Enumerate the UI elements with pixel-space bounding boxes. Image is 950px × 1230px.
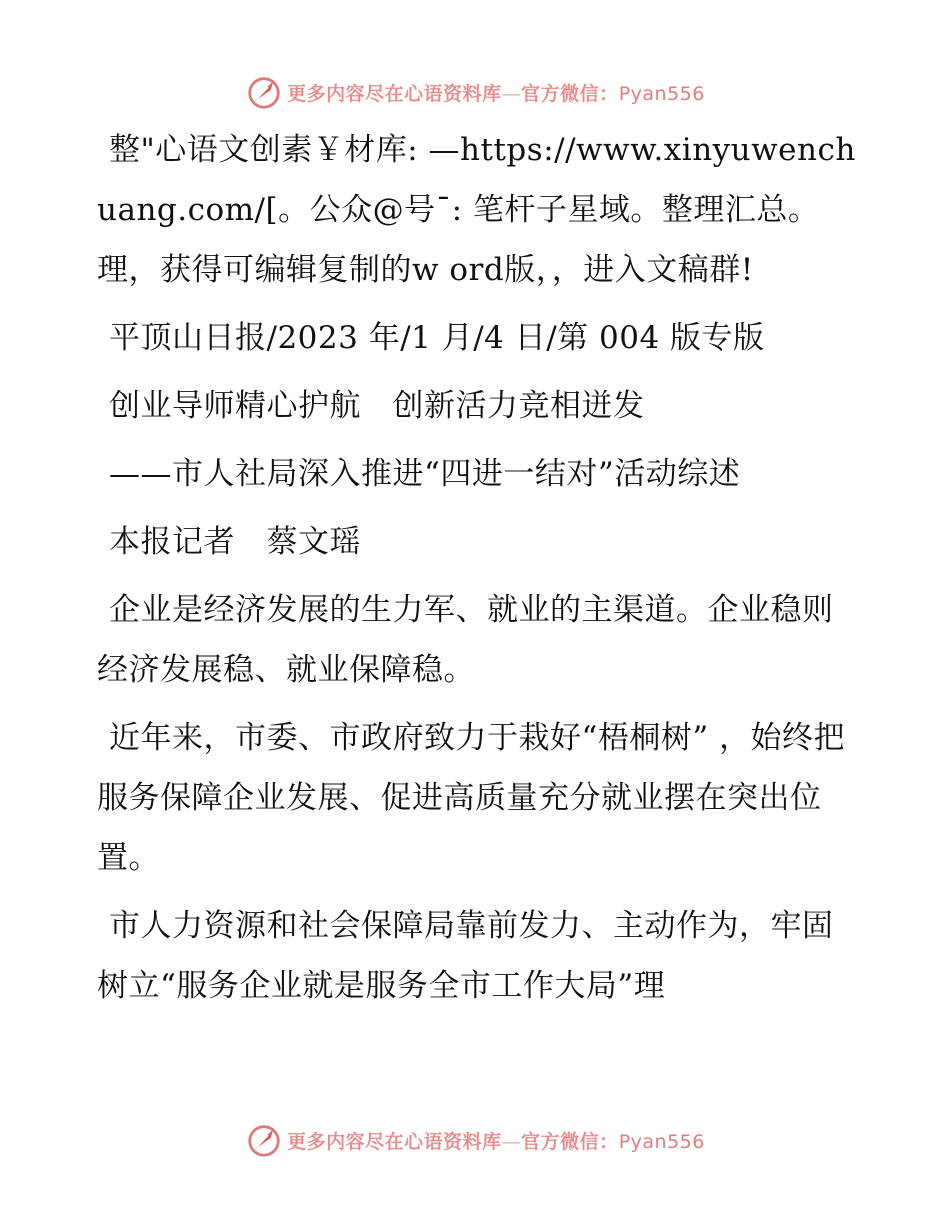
watermark-text: 更多内容尽在心语资料库—官方微信：Pyan556	[287, 82, 705, 105]
watermark-footer	[0, 1118, 950, 1162]
quill-logo-icon	[245, 1121, 283, 1159]
article-title: 创业导师精心护航 创新活力竞相迸发	[109, 388, 645, 424]
body-paragraph: 市人力资源和社会保障局靠前发力、主动作为，牢固树立“服务企业就是服务全市工作大局”理	[97, 908, 834, 1004]
source-line: 平顶山日报/2023 年/1 月/4 日/第 004 版专版	[109, 320, 765, 356]
article-subtitle: ——市人社局深入推进“四进一结对”活动综述	[109, 456, 741, 492]
promo-paragraph: 整"心语文创素￥材库: —https://www.xinyuwenchuang.com/[。公众@号¯: 笔杆子星域。整理汇总。理，获得可编辑复制的w ord版，，进入文稿群!	[97, 132, 856, 288]
watermark-text: 更多内容尽在心语资料库—官方微信：Pyan556	[287, 1130, 705, 1153]
quill-logo-icon	[245, 73, 283, 111]
body-paragraph: 近年来，市委、市政府致力于栽好“梧桐树” ，始终把服务保障企业发展、促进高质量充分就业摆在突出位置。	[97, 720, 846, 876]
byline: 本报记者 蔡文瑶	[109, 524, 361, 560]
body-paragraph: 企业是经济发展的生力军、就业的主渠道。企业稳则经济发展稳、就业保障稳。	[97, 592, 834, 688]
watermark-header	[0, 70, 950, 114]
document-body	[97, 120, 857, 1024]
